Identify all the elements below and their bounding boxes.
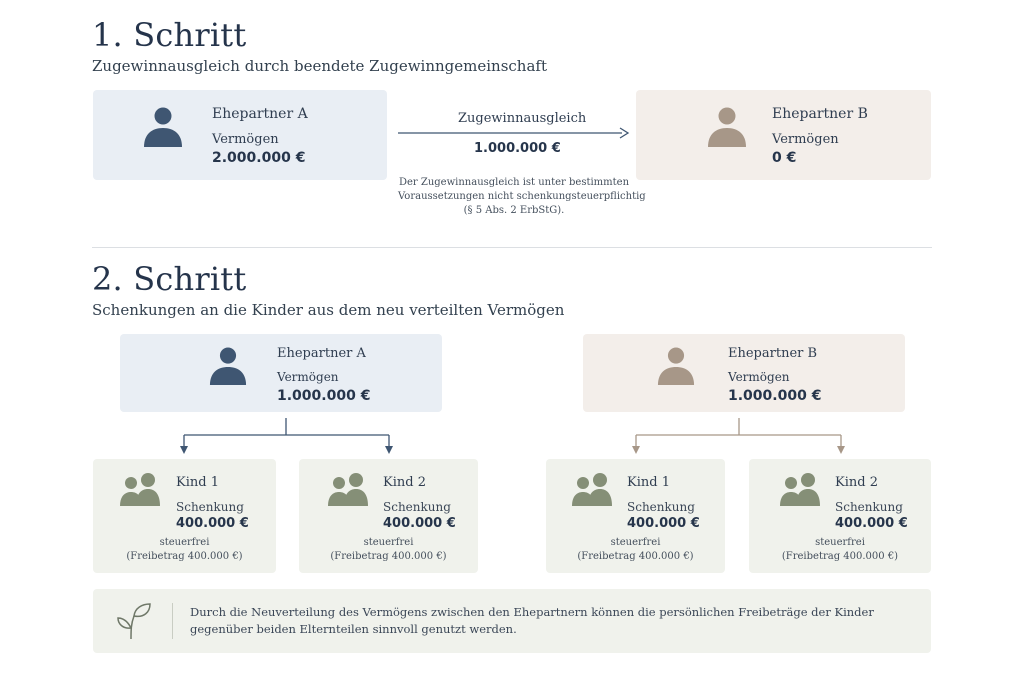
step2-partner-b-asset-value: 1.000.000 €	[728, 388, 822, 404]
child-allowance: (Freibetrag 400.000 €)	[126, 551, 243, 562]
step2-subtitle: Schenkungen an die Kinder aus dem neu verteilten Vermögen	[92, 301, 565, 319]
arrowhead	[180, 446, 188, 454]
child-gift-label: Schenkung	[383, 500, 451, 514]
step2-partner-b-name: Ehepartner B	[728, 346, 818, 361]
arrowhead	[632, 446, 640, 454]
child-gift-label: Schenkung	[176, 500, 244, 514]
child-card	[749, 459, 931, 573]
connector-partner-a	[184, 418, 389, 447]
child-gift-value: 400.000 €	[176, 516, 249, 531]
transfer-note-line3: (§ 5 Abs. 2 ErbStG).	[463, 205, 565, 216]
child-gift-value: 400.000 €	[627, 516, 700, 531]
info-box	[93, 589, 931, 653]
children-icon	[571, 472, 615, 506]
child-allowance: (Freibetrag 400.000 €)	[577, 551, 694, 562]
child-name: Kind 2	[383, 475, 426, 490]
info-text-line1: Durch die Neuverteilung des Vermögens zwischen den Ehepartnern können die persönlichen Freibeträge der Kinder	[190, 605, 874, 619]
arrowhead	[385, 446, 393, 454]
child-tax-status: steuerfrei	[159, 537, 210, 548]
children-icon	[119, 472, 163, 506]
child-allowance: (Freibetrag 400.000 €)	[330, 551, 447, 562]
info-text-line2: gegenüber beiden Elternteilen sinnvoll genutzt werden.	[190, 622, 517, 636]
child-gift-label: Schenkung	[835, 500, 903, 514]
child-tax-status: steuerfrei	[610, 537, 661, 548]
partner-b-name: Ehepartner B	[772, 106, 868, 122]
child-tax-status: steuerfrei	[815, 537, 865, 548]
transfer-note-line1: Der Zugewinnausgleich ist unter bestimmten	[398, 177, 630, 188]
child-card	[93, 459, 276, 573]
child-name: Kind 1	[176, 475, 219, 490]
connector-partner-b	[636, 418, 841, 447]
children-icon	[327, 472, 371, 506]
info-divider	[172, 603, 173, 639]
step2-partner-a-name: Ehepartner A	[277, 346, 366, 361]
child-tax-status: steuerfrei	[363, 537, 414, 548]
step1-subtitle: Zugewinnausgleich durch beendete Zugewinngemeinschaft	[92, 57, 547, 75]
step2-partner-b-asset-label: Vermögen	[728, 370, 790, 384]
step2-title: 2. Schritt	[92, 260, 247, 298]
child-name: Kind 2	[835, 475, 878, 490]
children-icon	[779, 472, 823, 506]
step2-partner-a-asset-value: 1.000.000 €	[277, 388, 371, 404]
sprout-icon	[117, 602, 153, 640]
child-gift-value: 400.000 €	[383, 516, 456, 531]
child-gift-value: 400.000 €	[835, 516, 908, 531]
partner-b-asset-label: Vermögen	[772, 132, 839, 147]
child-card	[546, 459, 725, 573]
partner-b-asset-value: 0 €	[772, 150, 797, 166]
partner-a-asset-label: Vermögen	[212, 132, 279, 147]
arrowhead	[837, 446, 845, 454]
transfer-note-line2: Voraussetzungen nicht schenkungsteuerpflichtig	[398, 191, 646, 202]
child-card	[299, 459, 478, 573]
partner-a-asset-value: 2.000.000 €	[212, 150, 306, 166]
child-allowance: (Freibetrag 400.000 €)	[781, 551, 899, 562]
transfer-label: Zugewinnausgleich	[458, 111, 587, 126]
child-gift-label: Schenkung	[627, 500, 695, 514]
step2-partner-a-asset-label: Vermögen	[277, 370, 339, 384]
child-name: Kind 1	[627, 475, 670, 490]
transfer-amount: 1.000.000 €	[474, 141, 561, 156]
partner-a-name: Ehepartner A	[212, 106, 308, 122]
step1-title: 1. Schritt	[92, 16, 247, 54]
